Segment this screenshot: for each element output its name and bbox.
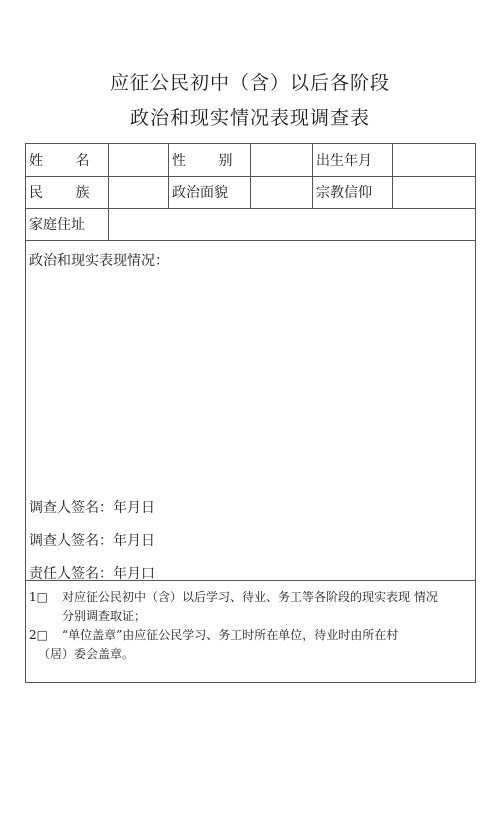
name-label: 姓 名 (26, 144, 109, 176)
note-1-text: 对应征公民初中（含）以后学习、待业、务工等各阶段的现实表现 情况 (62, 590, 438, 604)
survey-form (25, 143, 476, 683)
performance-label: 政治和现实表现情况： (29, 253, 169, 269)
address-label: 家庭住址 (26, 208, 109, 240)
form-title-line1: 应征公民初中（含）以后各阶段 (109, 72, 390, 94)
form-row-basic-info (26, 144, 475, 177)
responsible-signature: 责任人签名：年月口 (29, 566, 155, 582)
political-status-label: 政治面貌 (169, 176, 251, 208)
birth-label: 出生年月 (313, 144, 393, 176)
note-2-text-cont: （居）委会盖章。 (38, 647, 135, 661)
form-row-identity (26, 176, 475, 209)
note-2-text: “单位盖章”由应征公民学习、务工时所在单位，待业时由所在村 (62, 628, 399, 642)
name-value-cell[interactable] (109, 144, 169, 176)
political-status-value-cell[interactable] (251, 176, 313, 208)
address-value-cell[interactable] (109, 208, 475, 240)
note-2-number: 2□ (29, 628, 48, 642)
note-1-number: 1□ (29, 590, 48, 604)
performance-section[interactable] (26, 240, 475, 581)
gender-value-cell[interactable] (251, 144, 313, 176)
form-title-line2: 政治和现实情况表现调查表 (129, 107, 370, 129)
investigator-signature-2: 调查人签名：年月日 (29, 533, 155, 549)
religion-value-cell[interactable] (393, 176, 475, 208)
religion-label: 宗教信仰 (313, 176, 393, 208)
investigator-signature-1: 调查人签名：年月日 (29, 500, 155, 516)
gender-label: 性 别 (169, 144, 251, 176)
ethnicity-label: 民 族 (26, 176, 109, 208)
ethnicity-value-cell[interactable] (109, 176, 169, 208)
note-1-text-cont: 分别调查取证； (62, 609, 147, 623)
birth-value-cell[interactable] (393, 144, 475, 176)
form-row-address (26, 208, 475, 241)
